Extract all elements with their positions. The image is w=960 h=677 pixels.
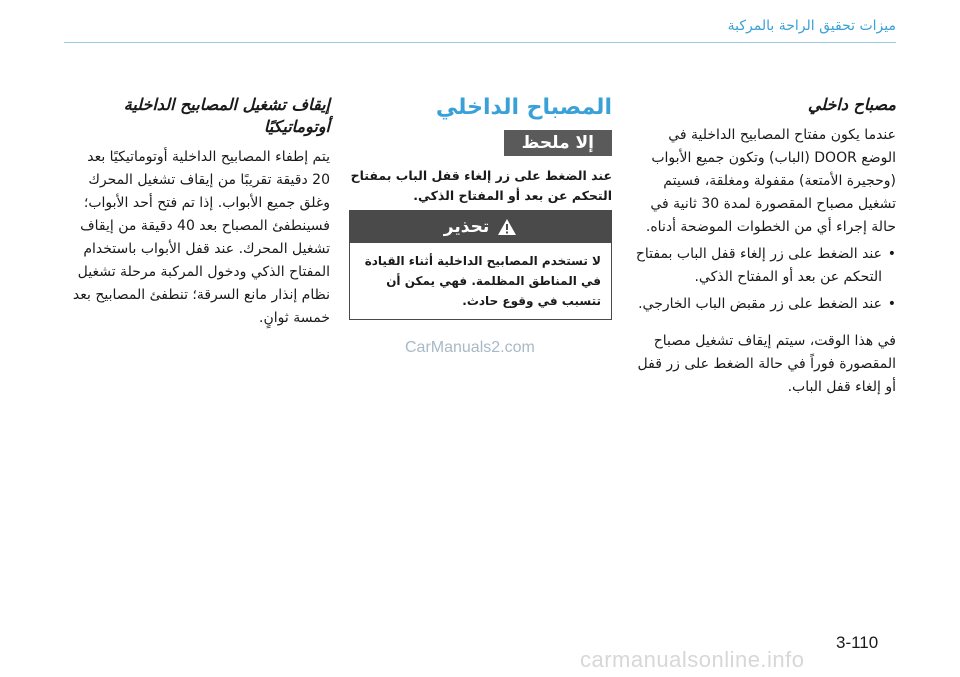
warning-icon xyxy=(497,218,517,236)
page-header: ميزات تحقيق الراحة بالمركبة xyxy=(727,18,896,34)
list-item xyxy=(634,293,896,316)
section-title-auto-off xyxy=(68,94,330,138)
site-watermark: carmanualsonline.info xyxy=(580,647,805,672)
header-rule xyxy=(64,42,896,43)
intro-paragraph: عندما يكون مفتاح المصابيح الداخلية في الوضع DOOR (الباب) وتكون جميع الأبواب (وحجيرة الأمتعة) مقفولة ومغلقة، فسيتم تشغيل مصباح المقصورة لمدة 30 ثانية في حالة إجراء أي من الخطوات الموضحة أدناه. xyxy=(645,127,896,235)
warning-header xyxy=(350,211,611,243)
section-title-line1: إيقاف تشغيل المصابيح الداخلية xyxy=(123,95,330,114)
list-item-text: عند الضغط على زر مقبض الباب الخارجي. xyxy=(638,296,882,312)
warning-box xyxy=(349,210,612,320)
middle-text: عند الضغط على زر إلغاء قفل الباب بمفتاح التحكم عن بعد أو المفتاح الذكي. xyxy=(350,168,612,203)
bullet-list xyxy=(634,243,896,316)
left-column xyxy=(68,94,330,330)
page-number: 3-110 xyxy=(836,633,879,652)
section-title-interior-lamp: مصباح داخلي xyxy=(807,95,896,114)
note-badge: إلا ملحظ xyxy=(504,130,612,156)
closing-paragraph: في هذا الوقت، سيتم إيقاف تشغيل مصباح المقصورة فوراً في حالة الضغط على زر قفل أو إلغاء قفل الباب. xyxy=(637,333,896,395)
bullet-dot: • xyxy=(887,246,896,262)
list-item-text: عند الضغط على زر إلغاء قفل الباب بمفتاح التحكم عن بعد أو المفتاح الذكي. xyxy=(635,246,882,285)
watermark: CarManuals2.com xyxy=(405,339,535,356)
middle-title: المصباح الداخلي xyxy=(435,95,612,120)
badge-row xyxy=(349,130,612,166)
warning-heading: تحذير xyxy=(443,217,490,237)
warning-body: لا تستخدم المصابيح الداخلية أثناء القيادة في المناطق المظلمة. فهي يمكن أن تتسبب في وقوع حادث. xyxy=(364,254,601,308)
list-item xyxy=(634,243,896,289)
auto-off-paragraph: يتم إطفاء المصابيح الداخلية أوتوماتيكيًا بعد 20 دقيقة تقريبًا من إيقاف تشغيل المحرك وغلق جميع الأبواب. إذا تم فتح أحد الأبواب؛ فسينطفئ المصباح بعد 40 دقيقة من إيقاف تشغيل المحرك. عند قفل الأبواب باستخدام المفتاح الذكي ودخول المركبة مرحلة تشغيل نظام إنذار مانع السرقة؛ تنطفئ المصابيح بعد خمسة ثوانٍ. xyxy=(72,149,330,326)
right-column xyxy=(634,94,896,399)
middle-column xyxy=(349,94,612,206)
bullet-dot: • xyxy=(887,296,896,312)
section-title-line2: أوتوماتيكيًا xyxy=(263,117,330,136)
